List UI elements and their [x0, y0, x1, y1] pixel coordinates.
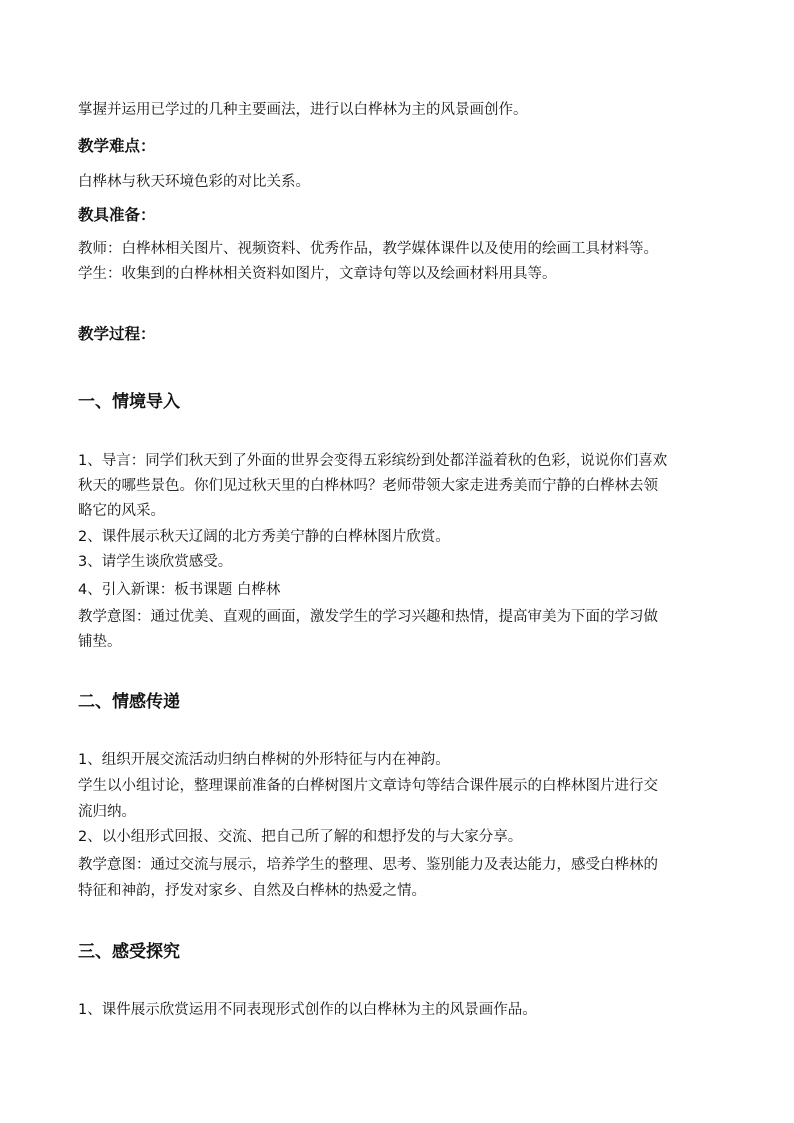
section1-line: 2、课件展示秋天辽阔的北方秀美宁静的白桦林图片欣赏。 — [78, 529, 450, 545]
section2-line: 1、组织开展交流活动归纳白桦树的外形特征与内在神韵。 — [78, 752, 450, 768]
objective-text: 掌握并运用已学过的几种主要画法，进行以白桦林为主的风景画创作。 — [78, 102, 528, 118]
section1-line: 秋天的哪些景色。你们见过秋天里的白桦林吗？老师带领大家走进秀美而宁静的白桦林去领 — [78, 478, 658, 494]
section2-line: 教学意图：通过交流与展示，培养学生的整理、思考、鉴别能力及表达能力，感受白桦林的 — [78, 857, 658, 873]
materials-student: 学生：收集到的白桦林相关资料如图片，文章诗句等以及绘画材料用具等。 — [78, 266, 557, 282]
section2-title: 二、情感传递 — [78, 692, 180, 712]
difficulty-heading: 教学难点： — [78, 137, 156, 155]
section1-line: 教学意图：通过优美、直观的画面，激发学生的学习兴趣和热情，提高审美为下面的学习做 — [78, 609, 658, 625]
section1-title: 一、情境导入 — [78, 392, 180, 412]
section1-line: 1、导言：同学们秋天到了外面的世界会变得五彩缤纷到处都洋溢着秋的色彩，说说你们喜欢 — [78, 453, 668, 469]
process-heading: 教学过程： — [78, 325, 156, 343]
section3-title: 三、感受探究 — [78, 942, 180, 962]
section1-line: 3、请学生谈欣赏感受。 — [78, 554, 233, 570]
section1-line: 铺垫。 — [78, 634, 122, 650]
section1-line: 略它的风采。 — [78, 503, 165, 519]
section2-line: 特征和神韵，抒发对家乡、自然及白桦林的热爱之情。 — [78, 883, 426, 899]
section3-line: 1、课件展示欣赏运用不同表现形式创作的以白桦林为主的风景画作品。 — [78, 1002, 537, 1018]
section2-line: 学生以小组讨论，整理课前准备的白桦树图片文章诗句等结合课件展示的白桦林图片进行交 — [78, 778, 658, 794]
section1-line: 4、引入新课：板书课题 白桦林 — [78, 582, 281, 598]
materials-heading: 教具准备： — [78, 206, 156, 224]
materials-teacher: 教师：白桦林相关图片、视频资料、优秀作品，教学媒体课件以及使用的绘画工具材料等。 — [78, 241, 658, 257]
section2-line: 流归纳。 — [78, 804, 136, 820]
section2-line: 2、以小组形式回报、交流、把自己所了解的和想抒发的与大家分享。 — [78, 829, 523, 845]
difficulty-text: 白桦林与秋天环境色彩的对比关系。 — [78, 174, 310, 190]
